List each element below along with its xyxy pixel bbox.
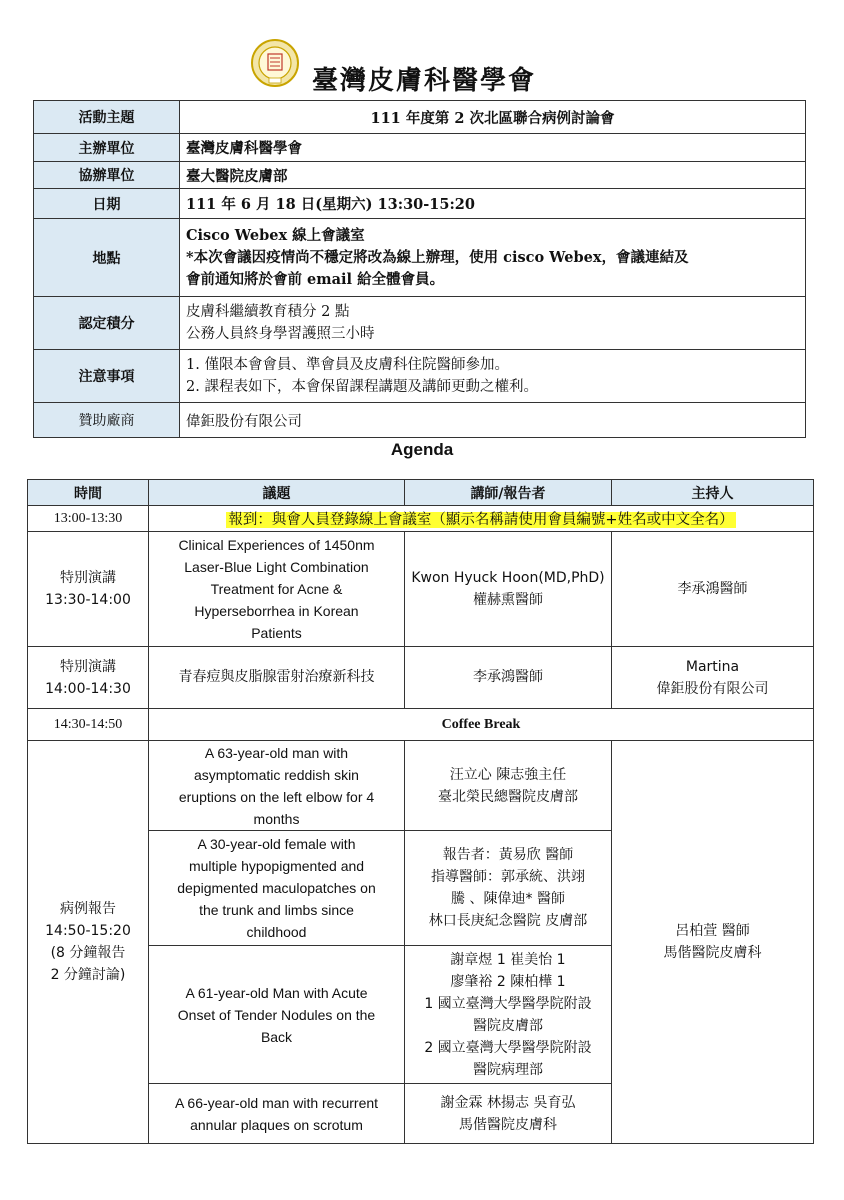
- case2-speaker-line: 報告者：黃易欣 醫師: [442, 847, 574, 863]
- case3-speaker-line: 醫院皮膚部: [473, 1017, 543, 1034]
- notes-value: [180, 350, 806, 403]
- credit-line: 公務人員終身學習護照三小時: [186, 326, 375, 342]
- organizer-value: 臺灣皮膚科醫學會: [180, 134, 806, 162]
- case3-topic-line: Back: [260, 1028, 293, 1045]
- talk2-time: [28, 647, 149, 709]
- talk1-topic-line: Treatment for Acne &: [210, 581, 343, 597]
- agenda-table: [27, 479, 814, 1144]
- cases-moderator: [612, 741, 814, 1144]
- talk2-topic: 青春痘與皮脂腺雷射治療新科技: [149, 647, 405, 709]
- cases-time-line: 14:50-15:20: [45, 923, 131, 939]
- case3-topic: [149, 946, 405, 1084]
- org-title: 臺灣皮膚科醫學會: [312, 66, 537, 96]
- date-label: 日期: [34, 189, 180, 219]
- society-seal-icon: [250, 38, 300, 88]
- case3-speaker: [405, 946, 612, 1084]
- header-topic: 議題: [149, 480, 405, 506]
- talk1-topic-line: Hyperseborrhea in Korean: [194, 603, 359, 619]
- location-line: 會前通知將於會前 email 給全體會員。: [186, 270, 445, 288]
- event-info-table: [33, 100, 806, 438]
- case2-topic-line: depigmented maculopatches on: [177, 880, 376, 896]
- case4-topic-line: A 66-year-old man with recurrent: [174, 1094, 379, 1111]
- case1-speaker-line: 汪立心 陳志強主任: [449, 766, 567, 783]
- case4-topic-line: annular plaques on scrotum: [190, 1116, 363, 1133]
- case1-topic-line: asymptomatic reddish skin: [194, 766, 359, 783]
- case3-speaker-line: 廖肇裕 2 陳柏樺 1: [450, 973, 566, 990]
- cases-moderator-line: 呂柏萱 醫師: [675, 923, 750, 939]
- case3-speaker-line: 1 國立臺灣大學醫學院附設: [424, 995, 592, 1012]
- talk2-time-line: 特別演講: [60, 658, 116, 675]
- case1-speaker-line: 臺北榮民總醫院皮膚部: [438, 788, 578, 805]
- notes-line: 2. 課程表如下，本會保留課程講題及講師更動之權利。: [186, 379, 538, 395]
- credit-value: [180, 297, 806, 350]
- talk1-topic: [149, 532, 405, 647]
- co-organizer-value: 臺大醫院皮膚部: [180, 162, 806, 189]
- case3-topic-line: Onset of Tender Nodules on the: [177, 1006, 376, 1023]
- sponsor-value: 偉鉅股份有限公司: [180, 403, 806, 438]
- talk1-topic-line: Clinical Experiences of 1450nm: [178, 537, 375, 553]
- document-header: [0, 38, 844, 100]
- talk1-time: [28, 532, 149, 647]
- case3-speaker-line: 2 國立臺灣大學醫學院附設: [424, 1039, 592, 1056]
- talk1-moderator: 李承鴻醫師: [612, 532, 814, 647]
- cases-time-line: 2 分鐘討論): [50, 967, 126, 983]
- talk1-speaker-line: Kwon Hyuck Hoon(MD,PhD): [411, 570, 605, 586]
- theme-value: 111 年度第 2 次北區聯合病例討論會: [180, 101, 806, 134]
- talk1-topic-line: Patients: [251, 625, 302, 641]
- location-value: [180, 219, 806, 297]
- case2-topic-line: A 30-year-old female with: [197, 836, 356, 852]
- talk2-time-line: 14:00-14:30: [45, 680, 131, 697]
- header-time: 時間: [28, 480, 149, 506]
- case2-speaker-line: 林口長庚紀念醫院 皮膚部: [428, 913, 588, 929]
- co-organizer-label: 協辦單位: [34, 162, 180, 189]
- case3-speaker-line: 謝章煜 1 崔美怡 1: [450, 951, 566, 968]
- cases-time-line: 病例報告: [60, 901, 116, 917]
- case1-topic-line: A 63-year-old man with: [204, 744, 349, 761]
- location-label: 地點: [34, 219, 180, 297]
- talk2-moderator: [612, 647, 814, 709]
- checkin-text: [149, 506, 814, 532]
- case4-speaker: [405, 1084, 612, 1144]
- talk2-moderator-line: Martina: [685, 658, 740, 675]
- case3-speaker-line: 醫院病理部: [473, 1061, 543, 1078]
- case3-topic-line: A 61-year-old Man with Acute: [185, 984, 368, 1001]
- talk1-speaker-line: 權赫熏醫師: [473, 592, 543, 608]
- case4-speaker-line: 謝金霖 林揚志 吳育弘: [440, 1094, 576, 1111]
- talk1-time-line: 13:30-14:00: [45, 592, 131, 608]
- case4-topic: [149, 1084, 405, 1144]
- date-value: 111 年 6 月 18 日(星期六) 13:30-15:20: [180, 189, 806, 219]
- case2-speaker: [405, 831, 612, 946]
- organizer-label: 主辦單位: [34, 134, 180, 162]
- cases-moderator-line: 馬偕醫院皮膚科: [663, 945, 762, 961]
- cases-time: [28, 741, 149, 1144]
- talk2-speaker: 李承鴻醫師: [405, 647, 612, 709]
- case1-speaker: [405, 741, 612, 831]
- location-line: *本次會議因疫情尚不穩定將改為線上辦理，使用 cisco Webex，會議連結及: [186, 248, 689, 266]
- talk1-time-line: 特別演講: [60, 570, 116, 586]
- checkin-time: 13:00-13:30: [28, 506, 149, 532]
- case2-topic-line: childhood: [246, 924, 307, 940]
- credit-line: 皮膚科繼續教育積分 2 點: [186, 304, 350, 320]
- talk2-moderator-line: 偉鉅股份有限公司: [656, 680, 769, 697]
- talk1-speaker: [405, 532, 612, 647]
- case1-topic-line: eruptions on the left elbow for 4: [178, 788, 375, 805]
- sponsor-label: 贊助廠商: [34, 403, 180, 438]
- case2-topic-line: multiple hypopigmented and: [188, 858, 365, 874]
- break-time: 14:30-14:50: [28, 709, 149, 741]
- case2-speaker-line: 指導醫師：郭承統、洪翊: [431, 869, 585, 885]
- notes-label: 注意事項: [34, 350, 180, 403]
- case2-topic: [149, 831, 405, 946]
- theme-label: 活動主題: [34, 101, 180, 134]
- case1-topic-line: months: [253, 810, 300, 827]
- case4-speaker-line: 馬偕醫院皮膚科: [459, 1116, 557, 1133]
- notes-line: 1. 僅限本會會員、準會員及皮膚科住院醫師參加。: [186, 357, 509, 373]
- checkin-highlight: 報到：與會人員登錄線上會議室（顯示名稱請使用會員編號+姓名或中文全名）: [228, 512, 734, 528]
- header-speaker: 講師/報告者: [405, 480, 612, 506]
- case2-speaker-line: 騰 、陳偉迪* 醫師: [451, 891, 565, 907]
- cases-time-line: (8 分鐘報告: [50, 945, 126, 961]
- case1-topic: [149, 741, 405, 831]
- location-line: Cisco Webex 線上會議室: [186, 226, 365, 244]
- header-moderator: 主持人: [612, 480, 814, 506]
- credit-label: 認定積分: [34, 297, 180, 350]
- case2-topic-line: the trunk and limbs since: [199, 902, 354, 918]
- talk1-topic-line: Laser-Blue Light Combination: [184, 559, 369, 575]
- coffee-break: Coffee Break: [149, 709, 814, 741]
- agenda-title: Agenda: [390, 440, 454, 459]
